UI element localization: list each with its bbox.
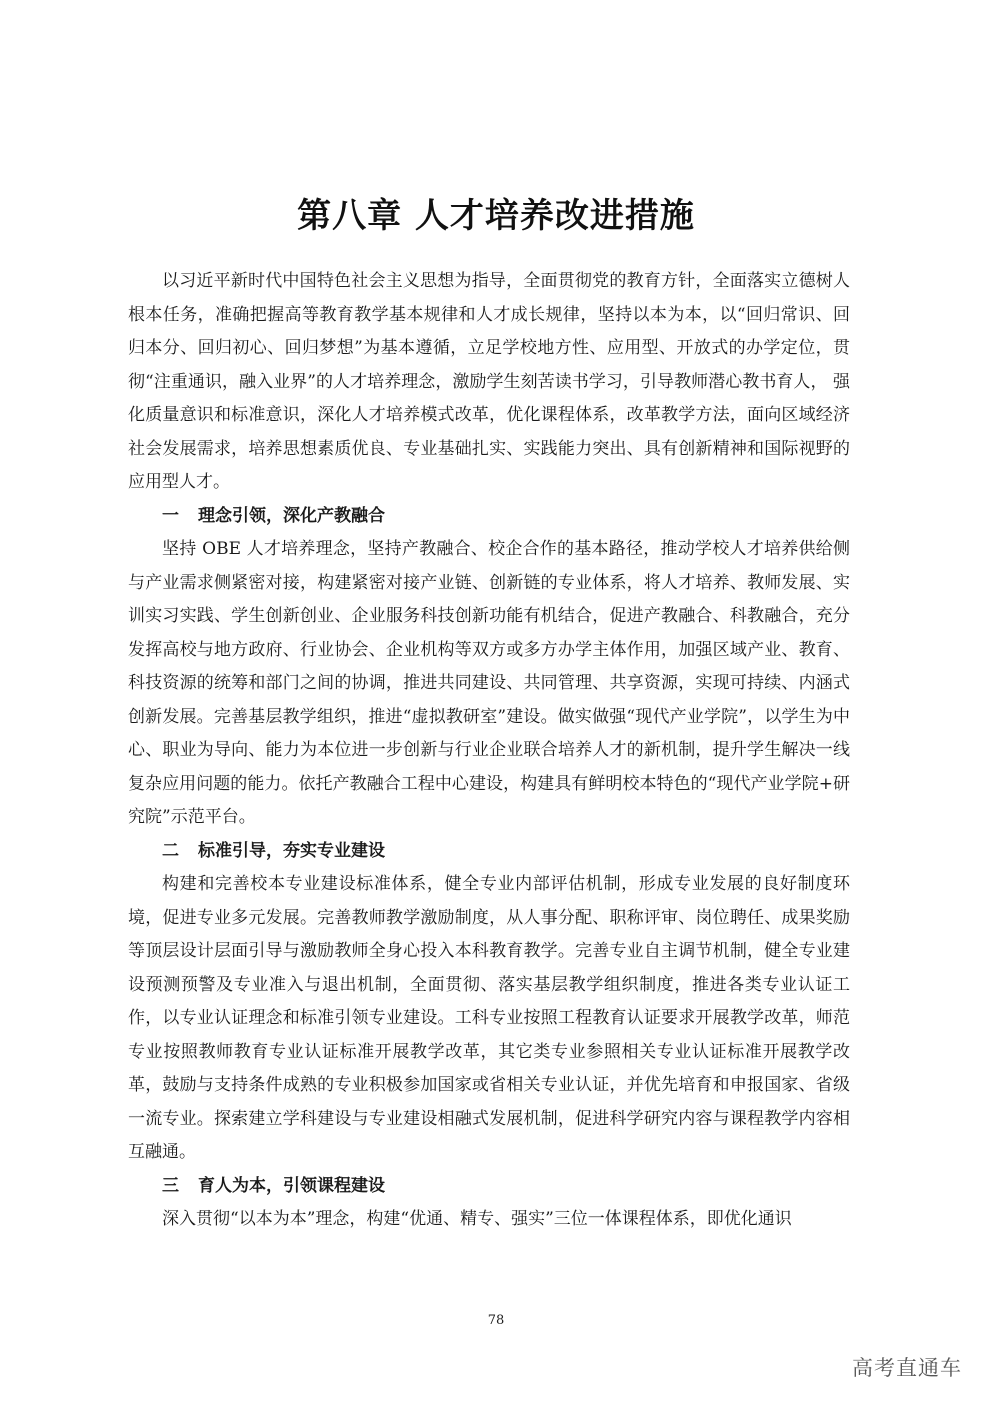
watermark: 高考直通车 bbox=[852, 1356, 962, 1380]
intro-paragraph: 以习近平新时代中国特色社会主义思想为指导，全面贯彻党的教育方针，全面落实立德树人根本任务，准确把握高等教育教学基本规律和人才成长规律，坚持以本为本，以“回归常识、回归本分、回归初心、回归梦想”为基本遵循，立足学校地方性、应用型、开放式的办学定位，贯彻“注重通识，融入业界”的人才培养理念，激励学生刻苦读书学习，引导教师潜心教书育人， 强化质量意识和标准意识，深化人才培养模式改革，优化课程体系，改革教学方法，面向区域经济社会发展需求，培养思想素质优良、专业基础扎实、实践能力突出、具有创新精神和国际视野的应用型人才。 bbox=[128, 271, 850, 492]
section-number: 一 bbox=[162, 505, 179, 526]
chapter-title: 第八章 人才培养改进措施 bbox=[297, 195, 695, 236]
section-heading-text: 理念引领，深化产教融合 bbox=[198, 505, 385, 526]
section-heading-2 bbox=[128, 835, 850, 869]
section-heading-text: 育人为本，引领课程建设 bbox=[198, 1175, 385, 1196]
section-paragraph-1: 坚持 OBE 人才培养理念，坚持产教融合、校企合作的基本路径，推动学校人才培养供给侧与产业需求侧紧密对接，构建紧密对接产业链、创新链的专业体系，将人才培养、教师发展、实训实习实践、学生创新创业、企业服务科技创新功能有机结合，促进产教融合、科教融合，充分发挥高校与地方政府、行业协会、企业机构等双方或多方办学主体作用，加强区域产业、教育、科技资源的统筹和部门之间的协调，推进共同建设、共同管理、共享资源，实现可持续、内涵式创新发展。完善基层教学组织，推进“虚拟教研室”建设。做实做强“现代产业学院”，以学生为中心、职业为导向、能力为本位进一步创新与行业企业联合培养人才的新机制，提升学生解决一线复杂应用问题的能力。依托产教融合工程中心建设，构建具有鲜明校本特色的“现代产业学院+研究院”示范平台。 bbox=[128, 539, 850, 827]
section-paragraph-2: 构建和完善校本专业建设标准体系，健全专业内部评估机制，形成专业发展的良好制度环境，促进专业多元发展。完善教师教学激励制度，从人事分配、职称评审、岗位聘任、成果奖励等顶层设计层面引导与激励教师全身心投入本科教育教学。完善专业自主调节机制，健全专业建设预测预警及专业准入与退出机制，全面贯彻、落实基层教学组织制度，推进各类专业认证工作，以专业认证理念和标准引领专业建设。工科专业按照工程教育认证要求开展教学改革，师范专业按照教师教育专业认证标准开展教学改革，其它类专业参照相关专业认证标准开展教学改革，鼓励与支持条件成熟的专业积极参加国家或省相关专业认证，并优先培育和申报国家、省级一流专业。探索建立学科建设与专业建设相融式发展机制，促进科学研究内容与课程教学内容相互融通。 bbox=[128, 874, 850, 1162]
section-heading-1 bbox=[128, 500, 850, 534]
section-number: 三 bbox=[162, 1175, 179, 1196]
page-number: 78 bbox=[487, 1313, 505, 1328]
document-body bbox=[128, 265, 850, 1237]
section-heading-text: 标准引导，夯实专业建设 bbox=[198, 840, 385, 861]
section-paragraph-3: 深入贯彻“以本为本”理念，构建“优通、精专、强实”三位一体课程体系，即优化通识 bbox=[162, 1209, 792, 1229]
section-heading-3 bbox=[128, 1170, 850, 1204]
section-number: 二 bbox=[162, 840, 179, 861]
